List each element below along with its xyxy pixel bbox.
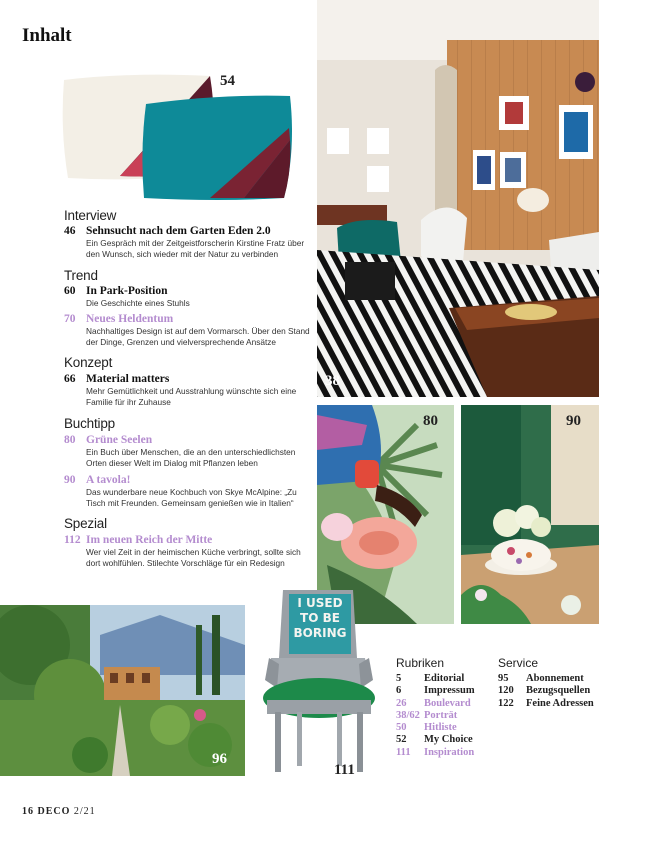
entry-page: 112 xyxy=(64,534,81,546)
entry-title: In Park-Position xyxy=(86,285,168,297)
rubriken-item[interactable]: 52 My Choice xyxy=(396,734,473,746)
entry-description: Ein Buch über Menschen, die an den unterschiedlichsten Orten dieser Welt im Dialog mit Pflanzen leben xyxy=(86,447,296,468)
entry-page: 70 xyxy=(64,313,76,325)
rubriken-item[interactable]: 38/62 Porträt xyxy=(396,709,458,721)
rubriken-item[interactable]: 26 Boulevard xyxy=(396,697,471,709)
section-title-interview: Interview xyxy=(64,208,117,223)
entry-description: Das wunderbare neue Kochbuch von Skye McAlpine: „Zu Tisch mit Freunden. Gemeinsam genießen wie in Italien“ xyxy=(86,487,297,508)
entry-page: 90 xyxy=(64,474,76,486)
living-room-photo xyxy=(317,0,599,397)
rubriken-item[interactable]: 6 Impressum xyxy=(396,685,475,697)
rubriken-list xyxy=(396,673,475,759)
section-title-buchtipp: Buchtipp xyxy=(64,416,115,431)
entry-description: Ein Gespräch mit der Zeitgeistforscherin Kirstine Fratz über den Wunsch, sich wieder mit der Natur zu verbinden xyxy=(86,238,305,259)
section-title-trend: Trend xyxy=(64,268,98,283)
cake-photo xyxy=(461,405,599,624)
page-title: Inhalt xyxy=(22,25,72,46)
pillows-page-number: 54 xyxy=(220,73,235,89)
chair-sign-line: BORING xyxy=(293,626,347,640)
chair-sign-line: TO BE xyxy=(300,611,340,625)
service-item[interactable]: 120 Bezugsquellen xyxy=(498,685,591,697)
entry-title: Material matters xyxy=(86,373,170,385)
footer-issue: 2/21 xyxy=(73,806,96,817)
rubriken-item[interactable]: 5 Editorial xyxy=(396,673,465,684)
rubriken-title: Rubriken xyxy=(396,656,445,670)
service-item[interactable]: 122 Feine Adressen xyxy=(498,697,594,709)
footer-magazine: DECO xyxy=(37,806,71,817)
entry-title: Grüne Seelen xyxy=(86,434,153,446)
living-room-page-number: 38 xyxy=(325,373,340,389)
cake-page-number: 90 xyxy=(566,413,581,429)
rubriken-item[interactable]: 111 Inspiration xyxy=(396,746,475,758)
flowers-page-number: 80 xyxy=(423,413,438,429)
entry-title: Neues Heldentum xyxy=(86,313,174,325)
toc-entry[interactable] xyxy=(64,225,314,259)
garden-page-number: 96 xyxy=(212,751,227,767)
entry-page: 60 xyxy=(64,285,76,297)
entry-page: 46 xyxy=(64,225,76,237)
pillows-image xyxy=(60,70,295,205)
service-item[interactable]: 95 Abonnement xyxy=(498,673,584,684)
section-title-konzept: Konzept xyxy=(64,355,113,370)
entry-title: A tavola! xyxy=(86,474,131,486)
entry-description: Wer viel Zeit in der heimischen Küche verbringt, sollte sich dort wohlfühlen. Stilechte Vorschläge für ein Redesign xyxy=(86,547,301,568)
entry-page: 80 xyxy=(64,434,76,446)
section-title-spezial: Spezial xyxy=(64,516,107,531)
toc-entry[interactable] xyxy=(64,313,314,347)
entry-description: Die Geschichte eines Stuhls xyxy=(86,298,190,308)
garden-photo xyxy=(0,605,245,776)
toc-entry[interactable] xyxy=(64,534,314,568)
rubriken-item[interactable]: 50 Hitliste xyxy=(396,722,457,734)
chair-sign-line: I USED xyxy=(297,596,343,610)
toc-entry[interactable] xyxy=(64,373,314,407)
service-title: Service xyxy=(498,656,539,670)
toc-entry[interactable] xyxy=(64,474,314,508)
chair-page-number: 111 xyxy=(334,762,355,778)
page-footer xyxy=(22,806,96,817)
entry-description: Nachhaltiges Design ist auf dem Vormarsch. Über den Stand der Dinge, Grenzen und vielversprechende Ansätze xyxy=(86,326,310,347)
chair-sign-text xyxy=(289,596,351,641)
footer-page-number: 16 xyxy=(22,806,34,817)
entry-title: Sehnsucht nach dem Garten Eden 2.0 xyxy=(86,225,271,237)
service-list xyxy=(498,673,594,710)
entry-title: Im neuen Reich der Mitte xyxy=(86,534,213,546)
toc-entry[interactable] xyxy=(64,285,314,309)
entry-description: Mehr Gemütlichkeit und Ausstrahlung wünschte sich eine Familie für ihr Zuhause xyxy=(86,386,297,407)
entry-page: 66 xyxy=(64,373,76,385)
toc-entry[interactable] xyxy=(64,434,314,468)
